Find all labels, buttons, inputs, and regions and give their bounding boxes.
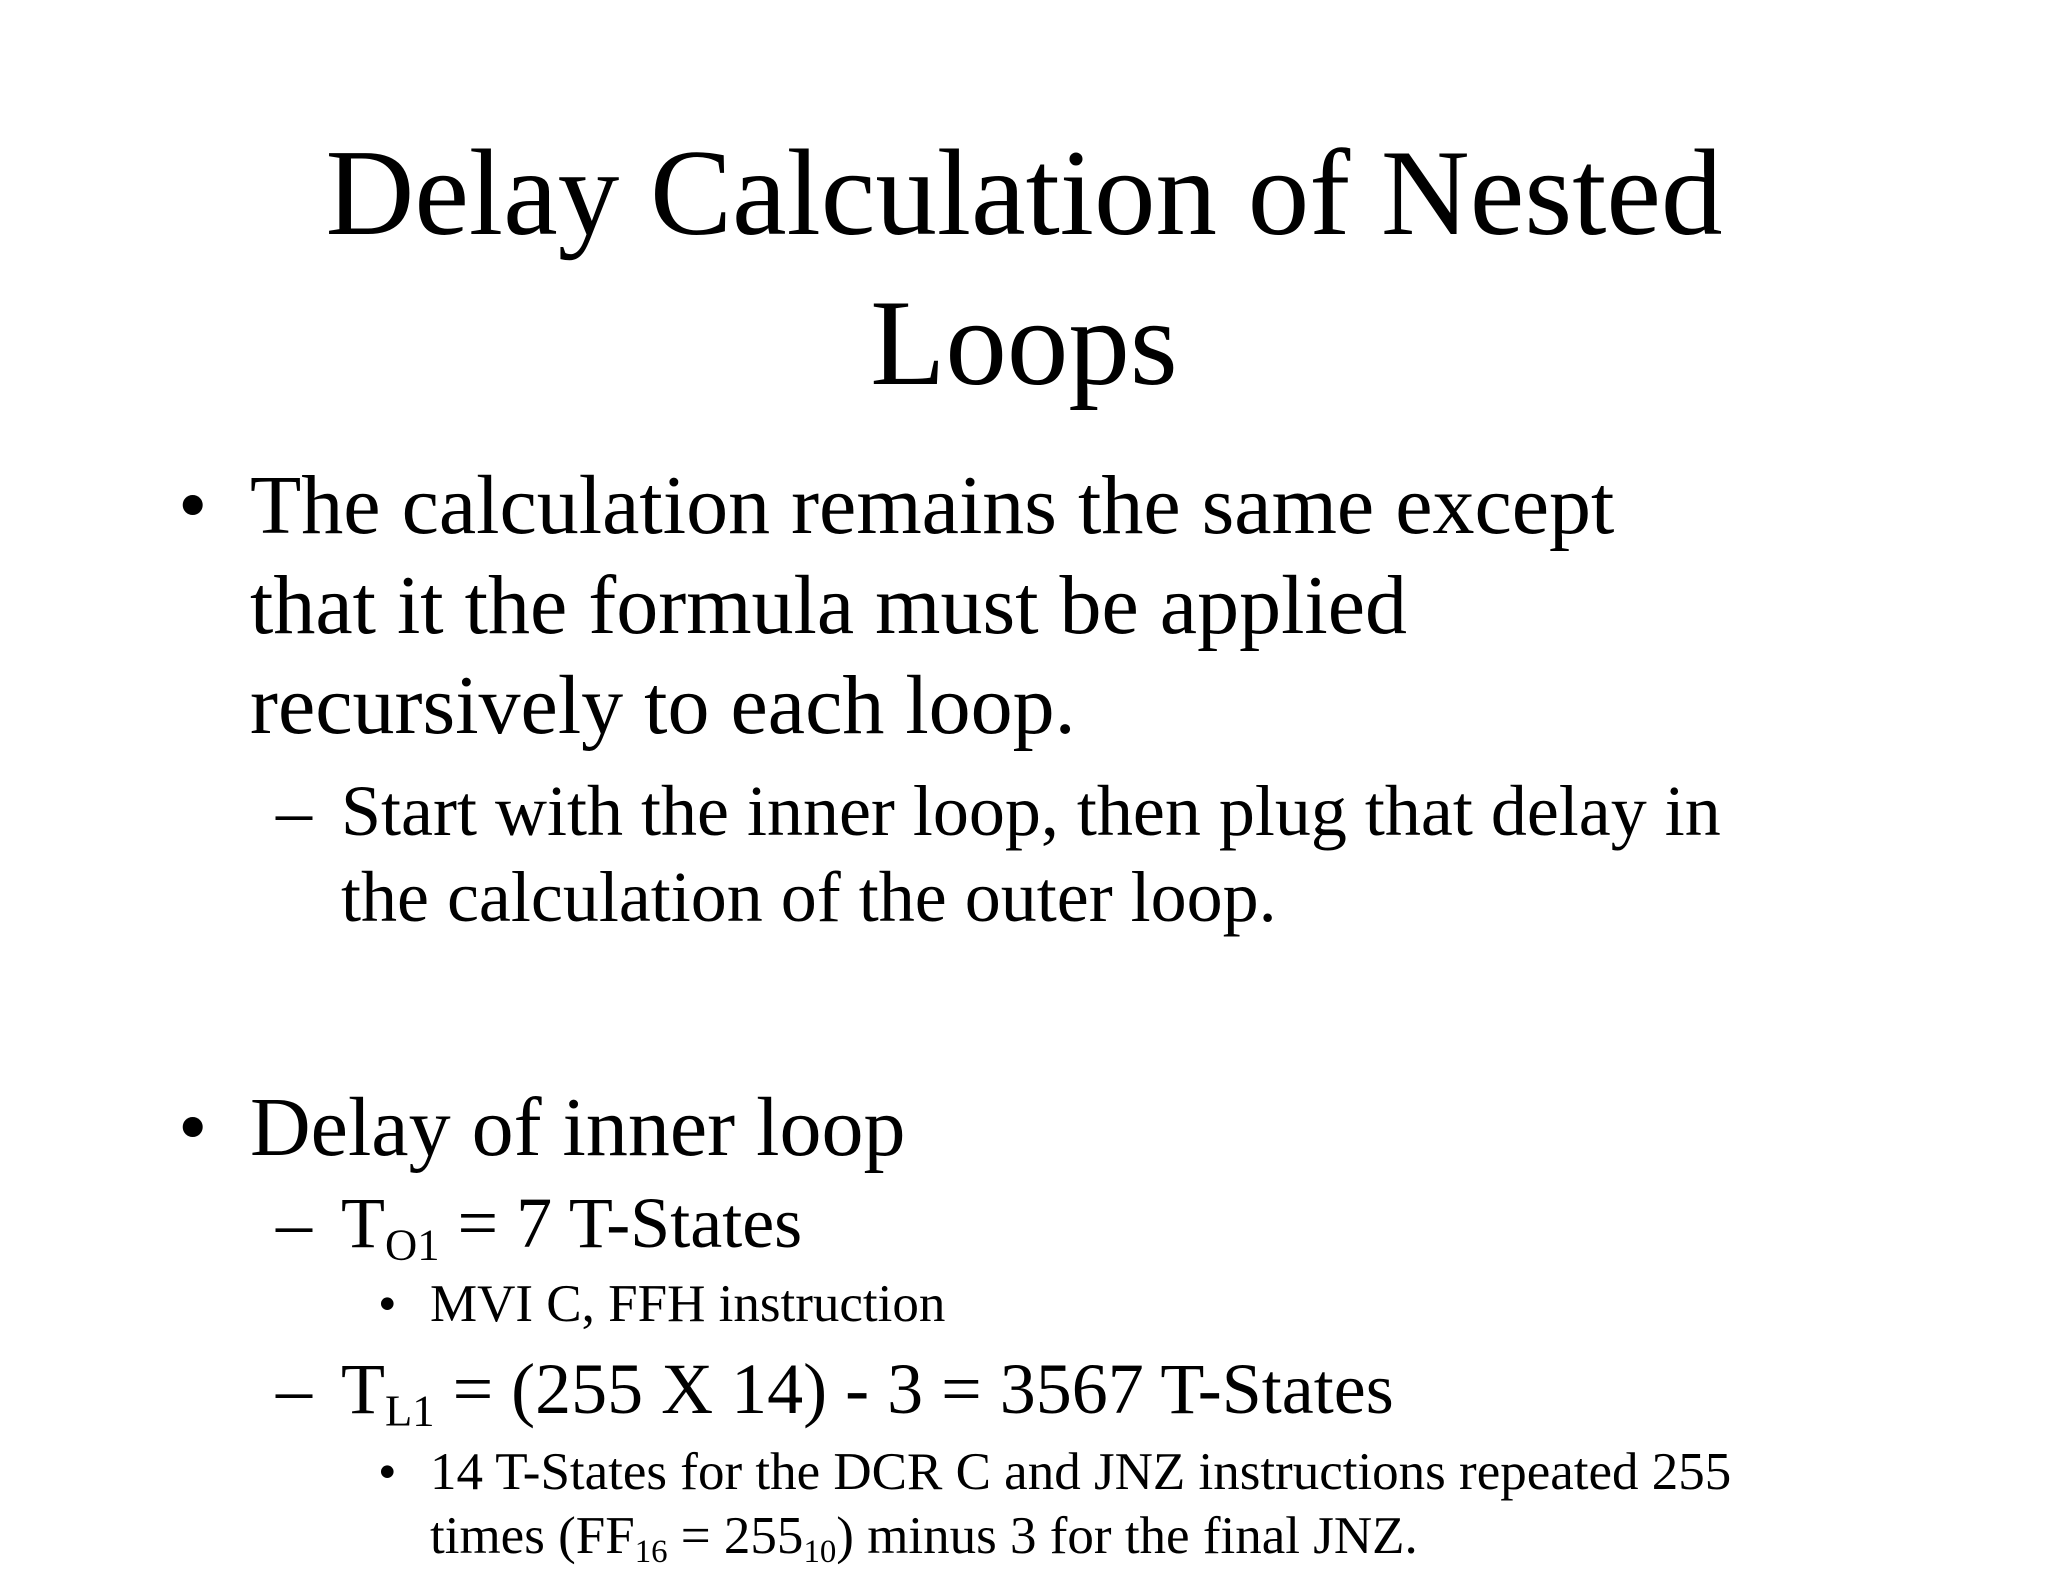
bullet1-line-2: that it the formula must be applied (250, 559, 1408, 652)
item2-prefix: T (341, 1349, 385, 1429)
item2-detail-part-b: = 255 (667, 1507, 804, 1565)
bullet-marker: • (178, 1081, 208, 1174)
item2-detail-line-1: 14 T-States for the DCR C and JNZ instructions repeated 255 (430, 1443, 1732, 1501)
bullet-marker: • (178, 459, 208, 552)
bullet1-line-1: The calculation remains the same except (250, 459, 1615, 552)
bullet2-text: Delay of inner loop (250, 1081, 906, 1174)
item1-subscript: O1 (384, 1219, 440, 1270)
item2-detail-line-2 (430, 1504, 1418, 1568)
title-line-2: Loops (870, 274, 1178, 411)
item2-detail-part-c: ) minus 3 for the final JNZ. (836, 1507, 1418, 1565)
item1-detail: MVI C, FFH instruction (430, 1275, 946, 1333)
item2-formula (341, 1346, 1394, 1436)
item1-formula (341, 1180, 803, 1270)
bullet-marker-small: • (378, 1443, 397, 1501)
item1-prefix: T (341, 1183, 385, 1263)
item2-detail-part-a: times (FF (430, 1507, 635, 1565)
item2-detail-sub-16: 16 (634, 1534, 668, 1570)
bullet-marker-small: • (378, 1275, 397, 1333)
title-line-1: Delay Calculation of Nested (325, 124, 1723, 261)
dash-marker: – (276, 1349, 312, 1429)
slide-title (0, 118, 2048, 418)
item2-detail-sub-10: 10 (803, 1534, 837, 1570)
sub-bullet1-line-2: the calculation of the outer loop. (341, 857, 1277, 937)
dash-marker: – (276, 771, 312, 851)
item2-subscript: L1 (384, 1385, 435, 1436)
bullet1-line-3: recursively to each loop. (250, 659, 1076, 752)
item1-rest: = 7 T-States (439, 1183, 803, 1263)
dash-marker: – (276, 1183, 312, 1263)
sub-bullet1-line-1: Start with the inner loop, then plug that delay in (341, 771, 1721, 851)
item2-rest: = (255 X 14) - 3 = 3567 T-States (434, 1349, 1394, 1429)
